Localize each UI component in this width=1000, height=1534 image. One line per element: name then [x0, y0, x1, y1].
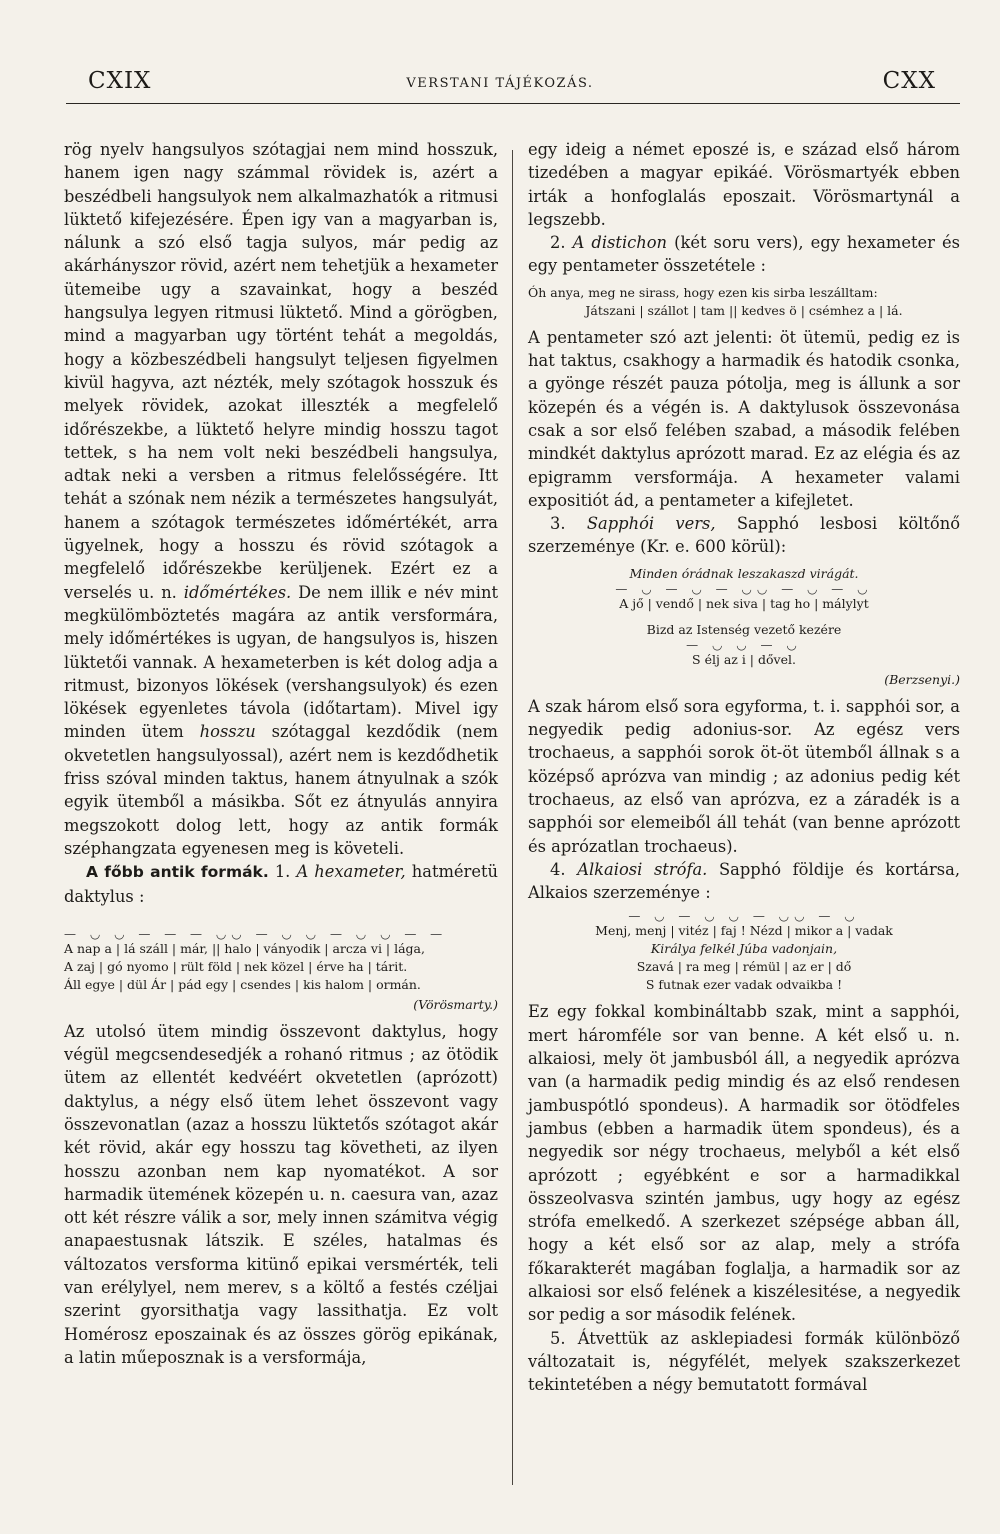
verse-block — [528, 284, 960, 320]
verse-line: Játszani | szállot | tam || kedves ö | csémhez a | lá. — [585, 302, 903, 318]
verse-line: Szavá | ra meg | rémül | az er | dő — [636, 959, 852, 975]
header-rule — [66, 103, 960, 104]
verse-line: Áll egye | dül Ár | pád egy | csendes | kis halom | ormán. — [64, 976, 421, 992]
paragraph: A pentameter szó azt jelenti: öt ütemü, pedig ez is hat taktus, csakhogy a harmadik és hatodik csonka, a gyönge részét pauza pótolja, meg is állunk a sor közepén és a végén is. A daktylusok összevonása csak a sor első felében szabad, a második felében mindkét daktylus aprózott marad. Ez az elégia és az epigramm versformája. A hexameter valami expositiót ád, a pentameter a kifejletet. — [528, 327, 960, 510]
right-column — [528, 138, 960, 1396]
paragraph: 5. Átvettük az asklepiadesi formák különböző változatait is, négyfélét, melyek szakszerkezet tekintetében a négy bemutatott formával — [528, 1328, 960, 1395]
left-column — [64, 138, 498, 1369]
paragraph: 3. Sapphói vers, Sapphó lesbosi költőnő szerzeménye (Kr. e. 600 körül): — [528, 514, 960, 557]
term-italic: hosszu — [199, 722, 256, 742]
verse-block — [64, 928, 498, 1014]
verse-line: Óh anya, meg ne sirass, hogy ezen kis sirba leszálltam: — [528, 284, 878, 300]
meter-marks: — ◡ ◡ — — — ◡◡ — ◡ ◡ — ◡ ◡ — — — [64, 926, 448, 941]
verse-line: Menj, menj | vitéz | faj ! Nézd | mikor a | vadak — [595, 923, 893, 939]
verse-line: A nap a | lá száll | már, || halo | ványodik | arcza vi | lága, — [64, 940, 425, 956]
paragraph: 2. A distichon (két soru vers), egy hexameter és egy pentameter összetétele : — [528, 233, 960, 276]
section-heading: A főbb antik formák. 1. A hexameter, hatméretü daktylus : — [64, 862, 499, 906]
verse-line: S élj az i | dővel. — [692, 651, 796, 667]
verse-line: A zaj | gó nyomo | rült föld | nek közel | érve ha | tárit. — [64, 958, 408, 974]
paragraph: Az utolsó ütem mindig összevont daktylus, hogy végül megcsendesedjék a rohanó ritmus ; az ötödik ütem az ellentét kedvéért okvetetlen (aprózott) daktylus, a négy első ütem lehet összevont vagy összevonatlan (azaz a hosszu lüktetős szótagot akár két rövid, akár egy hosszu tag követheti, az ilyen hosszu azonban nem kap nyomatékot. A sor harmadik ütemének közepén u. n. caesura van, azaz ott két részre válik a sor, mely innen számitva végig anapaestusnak látszik. E széles, hatalmas és változatos versforma kitünő epikai versmérték, teli van erélylyel, nem merev, s a költő a festés czéljai szerint gyorsithatja vagy lassithatja. Ez volt Homérosz eposzainak és az összes görög epikának, a latin műeposznak is a versformája, — [64, 1021, 498, 1367]
paragraph: Ez egy fokkal kombináltabb szak, mint a sapphói, mert háromféle sor van benne. A két első u. n. alkaiosi, mely öt jambusból áll, a negyedik aprózva van (a harmadik pedig mindig és az első rendesen jambuspótló spondeus). A harmadik sor ötödfeles jambus (ebben a harmadik ütem spondeus), és a negyedik sor négy trochaeus, melyből a két első aprózott ; egyébként e sor a harmadikkal összeolvasva szintén jambus, ugy hogy az egész strófa emelkedő. A szerkezet szépsége abban áll, hogy a két első sor az alap, mely a strófa főkarakterét magában foglalja, a harmadik sor az alkaiosi sor első felének a kiszélesitése, a negyedik sor pedig a sor második felének. — [528, 1002, 960, 1325]
page-number-right: CXX — [882, 68, 936, 94]
paragraph: egy ideig a német eposzé is, e század első három tizedében a magyar epikáé. Vörösmartyék ebben irták a honfoglalás eposzait. Vörösmartynál a legszebb. — [528, 140, 960, 229]
attribution: (Vörösmarty.) — [413, 996, 498, 1012]
running-title: VERSTANI TÁJÉKOZÁS. — [406, 76, 594, 91]
attribution: (Berzsenyi.) — [884, 671, 960, 687]
meter-marks: — ◡ — ◡ ◡ — ◡◡ — ◡ — [628, 909, 860, 924]
paragraph: 4. Alkaiosi strófa. Sapphó földije és kortársa, Alkaios szerzeménye : — [528, 859, 960, 903]
verse-block — [528, 910, 960, 994]
term-italic: időmértékes. — [183, 582, 292, 602]
verse-line: Bizd az Istenség vezető kezére — [646, 621, 842, 637]
verse-line: Minden órádnak leszakaszd virágát. — [629, 565, 859, 581]
meter-marks: — ◡ ◡ — ◡ — [686, 637, 802, 652]
paragraph: A szak három első sora egyforma, t. i. sapphói sor, a negyedik pedig adonius-sor. Az egész vers trochaeus, a sapphói sorok öt-öt ütemből állnak s a középső aprózva van mindig ; az adonius pedig két trochaeus, az első van aprózva, ez a záradék is a sapphói sor elemeiből áll tehát (van benne aprózott és aprózatlan trochaeus). — [528, 696, 960, 856]
verse-line: A jő | vendő | nek siva | tag ho | málylyt — [619, 595, 869, 611]
page-number-left: CXIX — [88, 68, 152, 94]
verse-line: Királya felkél Júba vadonjain, — [650, 941, 838, 957]
meter-marks: — ◡ — ◡ — ◡◡ — ◡ — ◡ — [615, 581, 873, 596]
verse-block — [528, 565, 960, 689]
column-divider — [512, 150, 513, 1485]
paragraph: rög nyelv hangsulyos szótagjai nem mind hosszuk, hanem igen nagy számmal rövidek is, azért a beszédbeli hangsulyok nem alkalmazhatók a ritmusi lüktető kifejezésére. Épen igy van a magyarban is, nálunk a szó első tagja sulyos, már pedig az akárhányszor rövid, azért nem tehetjük a hexameter ütemeibe ugy a szavainkat, hogy a beszéd hangsulya legyen ritmusi lüktető. Mind a görögben, mind a magyarban ugy történt tehát a megoldás, hogy a közbeszédbeli hangsulyt teljesen figyelmen kivül hagyva, azt nézték, mely szótagok hosszuk és melyek rövidek, azokat illeszték a megfelelő időrészekbe, a lüktető helyre mindig hosszu tagot tettek, s ha nem volt neki beszédbeli hangsulya, adtak neki a versben a ritmus felelősségére. Itt tehát a szónak nem nézik a természetes hangsulyát, hanem a szótagok természetes időmértékét, arra ügyelnek, hogy a hosszu és rövid szótagok a megfelelő időrészekbe kerüljenek. Ezért ez a verselés u. n. időmértékes. De nem illik e név mint megkülömböztetés magára az antik versformára, mely időmértékes is ugyan, de hangsulyos is, hiszen lüktetői vannak. A hexameterben is két dolog adja a ritmust, bizonyos lökések (vershangsulyok) és ezen lökések egyenletes távola (időtartam). Mivel igy minden ütem hosszu szótaggal kezdődik (nem okvetetlen hangsulyossal), azért nem is kezdődhetik friss szóval minden taktus, hanem átnyulnak a szók egyik ütemből a másikba. Sőt ez átnyulás annyira megszokott dolog lett, hogy az antik formák széphangzata egyenesen meg is követeli. — [64, 140, 498, 858]
page-header — [0, 0, 1000, 110]
verse-line: S futnak ezer vadak odvaikba ! — [645, 977, 843, 993]
